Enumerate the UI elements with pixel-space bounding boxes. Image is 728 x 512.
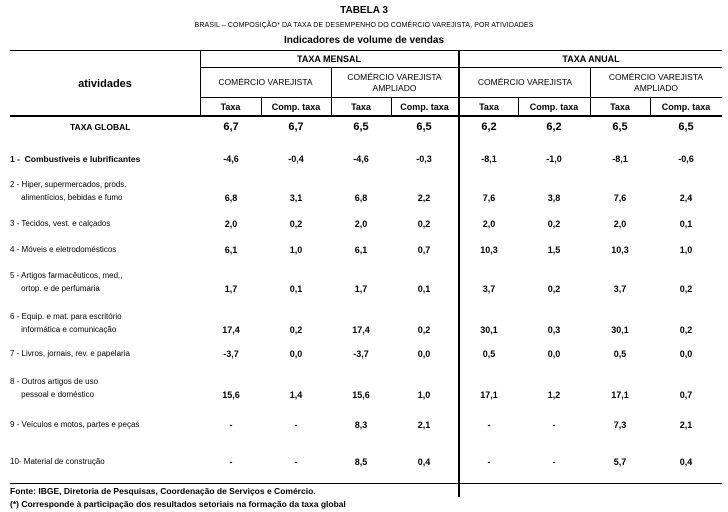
row-label: pessoal e doméstico [10, 390, 95, 399]
footer-note: (*) Corresponde à participação dos resultados setoriais na formação da taxa global [10, 499, 346, 509]
table-cell: 0,1 [289, 284, 303, 294]
table-cell: 8,3 [354, 420, 368, 430]
header-taxa-anual: TAXA ANUAL [562, 54, 620, 64]
table-cell: 17,4 [222, 325, 240, 335]
header-anual-varejista: COMÉRCIO VAREJISTA [477, 77, 573, 87]
table-cell: 2,4 [679, 193, 693, 203]
header-mensal-ampliado-2: AMPLIADO [372, 83, 417, 93]
table-cell: 17,4 [352, 325, 370, 335]
table-cell: 1,4 [289, 390, 303, 400]
table-cell: - [487, 420, 491, 430]
table-cell: - [552, 457, 556, 467]
table-cell: 2,0 [224, 219, 238, 229]
table-cell: 0,0 [547, 349, 561, 359]
table-cell: -4,6 [223, 154, 239, 164]
row-label: 6 - Equip. e mat. para escritório [10, 312, 122, 321]
header-col-taxa-1: Taxa [220, 102, 241, 112]
row-label: 4 - Móveis e eletrodomésticos [10, 245, 117, 254]
indicator-label: Indicadores de volume de vendas [283, 35, 445, 46]
table-cell: 8,5 [354, 457, 368, 467]
row-label: informática e comunicação [10, 325, 117, 334]
table-cell: 6,7 [223, 121, 239, 133]
header-col-taxa-3: Taxa [479, 102, 499, 112]
row-label: 10- Material de construção [10, 457, 105, 466]
table-cell: - [487, 457, 491, 467]
row-label: 1 - Combustíveis e lubrificantes [10, 154, 141, 164]
table-cell: - [229, 457, 233, 467]
table-cell: 6,8 [354, 193, 368, 203]
table-cell: 0,3 [547, 325, 561, 335]
table-cell: 1,5 [547, 245, 561, 255]
table-cell: -0,6 [678, 154, 694, 164]
header-mensal-varejista: COMÉRCIO VAREJISTA [218, 77, 313, 87]
table-cell: 0,4 [679, 457, 693, 467]
table-cell: 2,1 [679, 420, 693, 430]
table-cell: 6,1 [224, 245, 238, 255]
table-cell: 0,2 [417, 219, 431, 229]
table-cell: 0,0 [289, 349, 303, 359]
row-label: 2 - Hiper, supermercados, prods. [10, 180, 127, 189]
table-cell: 6,8 [224, 193, 238, 203]
table-cell: 10,3 [480, 245, 498, 255]
table-cell: 1,2 [547, 390, 561, 400]
table-cell: - [552, 420, 556, 430]
header-col-comp-3: Comp. taxa [529, 102, 579, 112]
table-cell: 2,2 [417, 193, 431, 203]
header-anual-ampliado-1: COMÉRCIO VAREJISTA [608, 72, 704, 82]
row-label: 5 - Artigos farmacêuticos, med., [10, 271, 123, 280]
table-cell: 1,0 [679, 245, 693, 255]
table-cell: 0,4 [417, 457, 431, 467]
table-cell: - [229, 420, 233, 430]
table-cell: 30,1 [611, 325, 629, 335]
header-col-taxa-2: Taxa [351, 102, 371, 112]
table-cell: 10,3 [611, 245, 629, 255]
table-cell: 0,2 [679, 284, 693, 294]
table-cell: 30,1 [480, 325, 498, 335]
row-label: 3 - Tecidos, vest. e calçados [10, 219, 111, 228]
table-cell: -0,3 [416, 154, 432, 164]
table-cell: 2,1 [417, 420, 431, 430]
header-mid-line [200, 67, 722, 68]
table-cell: 0,5 [613, 349, 627, 359]
table-cell: 0,2 [547, 219, 561, 229]
table-cell: -4,6 [353, 154, 369, 164]
col-divider-anual [458, 50, 460, 497]
header-top-line [10, 50, 722, 51]
table-cell: 15,6 [352, 390, 370, 400]
table-cell: 2,0 [482, 219, 496, 229]
table-cell: 6,5 [678, 121, 694, 133]
table-cell: -8,1 [481, 154, 497, 164]
row-label: 9 - Veículos e motos, partes e peças [10, 420, 140, 429]
table-cell: 6,7 [288, 121, 304, 133]
table-cell: 17,1 [480, 390, 498, 400]
row-label: alimentícios, bebidas e fumo [10, 193, 123, 202]
table-cell: 0,7 [417, 245, 431, 255]
table-cell: 0,1 [417, 284, 431, 294]
table-cell: 15,6 [222, 390, 240, 400]
header-sub-line [200, 97, 722, 98]
table-cell: 6,5 [353, 121, 369, 133]
table-cell: 0,7 [679, 390, 693, 400]
table-cell: 2,0 [613, 219, 627, 229]
table-cell: 0,5 [482, 349, 496, 359]
table-cell: - [294, 420, 298, 430]
table-cell: 6,1 [354, 245, 368, 255]
table-cell: 2,0 [354, 219, 368, 229]
header-taxa-mensal: TAXA MENSAL [297, 54, 361, 64]
row-label: TAXA GLOBAL [70, 122, 131, 132]
row-label: ortop. e de perfumaria [10, 284, 100, 293]
table-cell: 3,8 [547, 193, 561, 203]
table-cell: 0,2 [289, 219, 303, 229]
table-cell: 1,7 [224, 284, 238, 294]
table-cell: 1,0 [417, 390, 431, 400]
table-cell: 1,7 [354, 284, 368, 294]
table-cell: 6,2 [546, 121, 562, 133]
table-cell: 6,2 [481, 121, 497, 133]
header-mensal-ampliado-1: COMÉRCIO VAREJISTA [347, 72, 442, 82]
table-cell: -3,7 [223, 349, 239, 359]
table-cell: 0,2 [289, 325, 303, 335]
table-cell: 6,5 [416, 121, 432, 133]
table-cell: 3,1 [289, 193, 303, 203]
table-cell: 0,0 [417, 349, 431, 359]
header-bottom-line [10, 115, 722, 117]
table-cell: 0,2 [417, 325, 431, 335]
table-cell: 0,2 [547, 284, 561, 294]
footer-source: Fonte: IBGE, Diretoria de Pesquisas, Coordenação de Serviços e Comércio. [10, 486, 316, 496]
header-atividades: atividades [78, 78, 132, 90]
table-title: TABELA 3 [340, 5, 388, 16]
row-label: 8 - Outros artigos de uso [10, 377, 99, 386]
table-cell: - [294, 457, 298, 467]
table-cell: -1,0 [546, 154, 562, 164]
table-cell: 3,7 [613, 284, 627, 294]
table-cell: 0,1 [679, 219, 693, 229]
table-cell: 6,5 [612, 121, 628, 133]
table-cell: 17,1 [611, 390, 629, 400]
table-cell: 5,7 [613, 457, 627, 467]
table-subtitle: BRASIL – COMPOSIÇÃO* DA TAXA DE DESEMPENHO DO COMÉRCIO VAREJISTA, POR ATIVIDADES [194, 22, 534, 29]
table-cell: 7,3 [613, 420, 627, 430]
table-cell: -0,4 [288, 154, 304, 164]
header-col-comp-4: Comp. taxa [661, 102, 711, 112]
header-col-taxa-4: Taxa [610, 102, 630, 112]
table-bottom-line [10, 483, 722, 484]
header-anual-ampliado-2: AMPLIADO [634, 83, 678, 93]
header-col-comp-2: Comp. taxa [400, 102, 449, 112]
header-col-comp-1: Comp. taxa [271, 102, 321, 112]
table-cell: 3,7 [482, 284, 496, 294]
table-cell: 0,2 [679, 325, 693, 335]
table-cell: 1,0 [289, 245, 303, 255]
table-cell: -8,1 [612, 154, 628, 164]
table-cell: -3,7 [353, 349, 369, 359]
table-cell: 7,6 [482, 193, 496, 203]
row-label: 7 - Livros, jornais, rev. e papelaria [10, 349, 130, 358]
table-cell: 7,6 [613, 193, 627, 203]
table-cell: 0,0 [679, 349, 693, 359]
